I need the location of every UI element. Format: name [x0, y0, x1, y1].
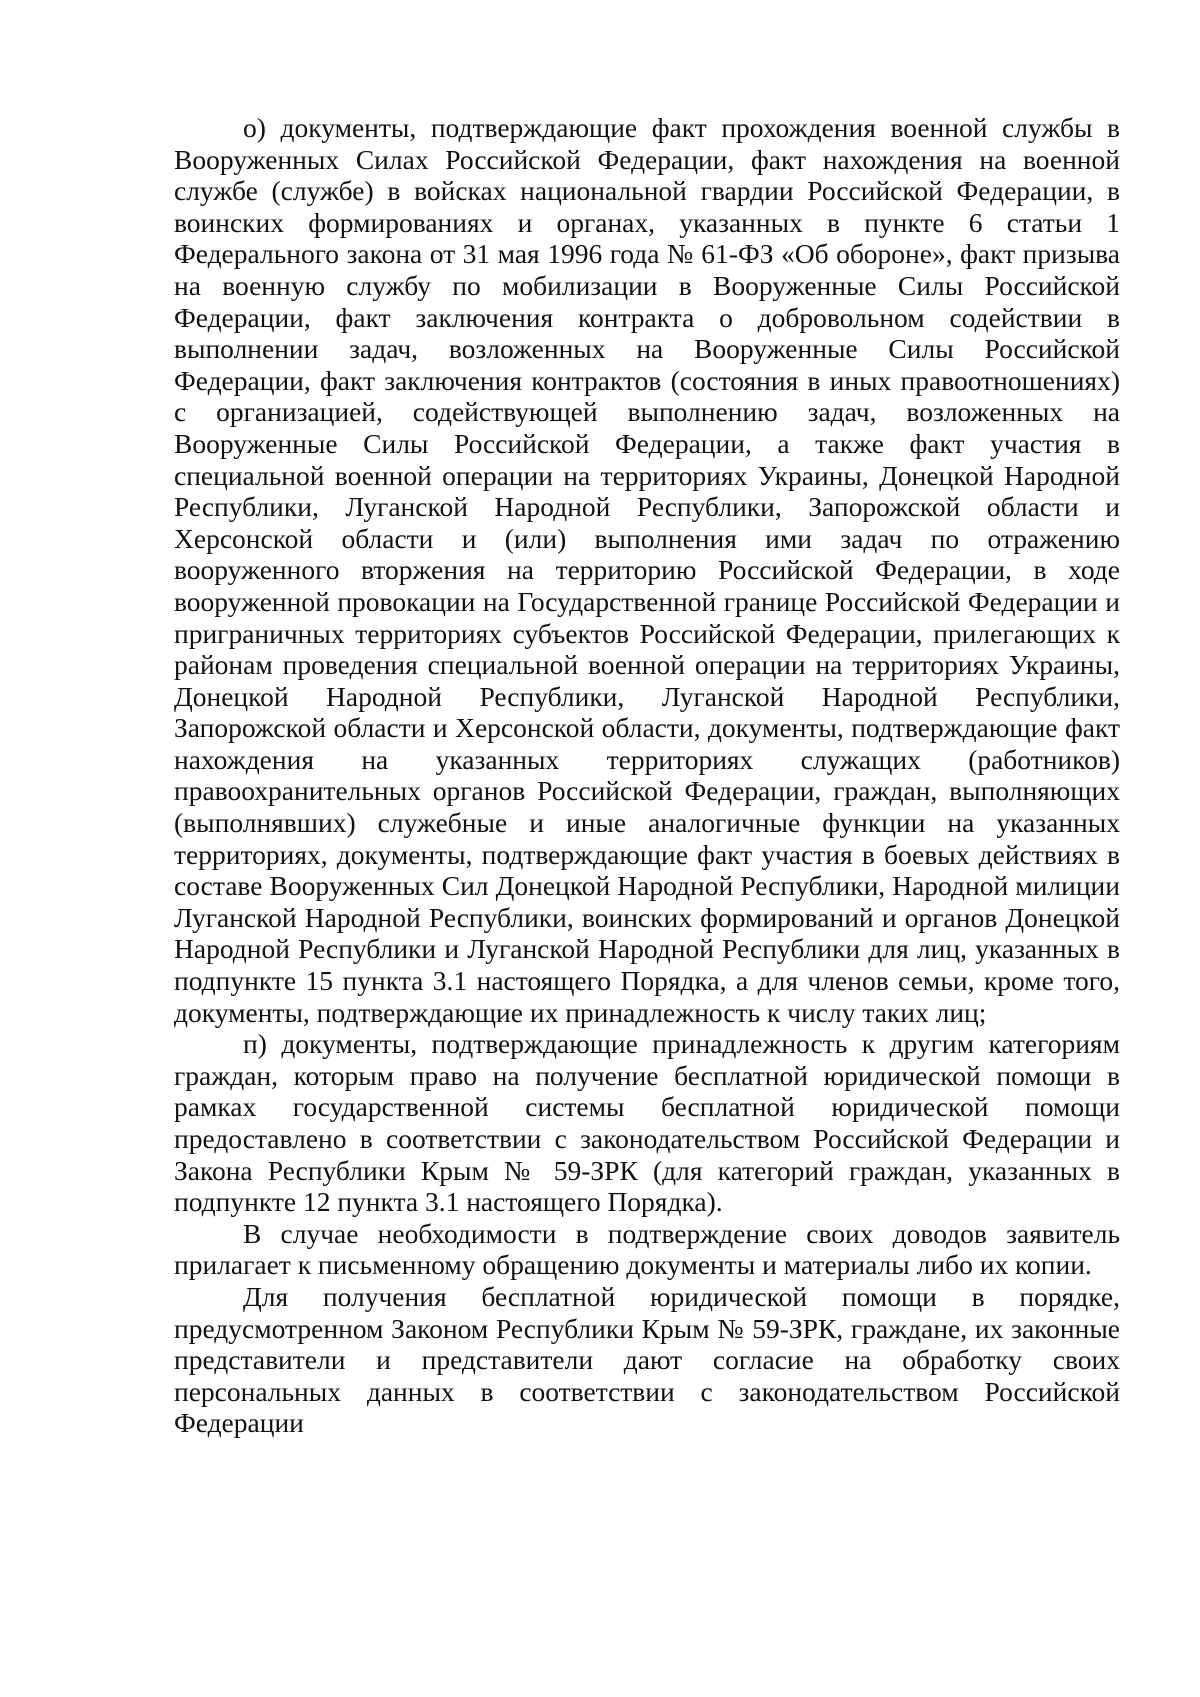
paragraph-item-p: п) документы, подтверждающие принадлежность к другим категориям граждан, которым право на получение бесплатной юридической помощи в рамках государственной системы бесплатной юридической помощи предоставлено в соответствии с законодательством Российской Федерации и Закона Республики Крым № 59-ЗРК (для категорий граждан, указанных в подпункте 12 пункта 3.1 настоящего Порядка). — [174, 1028, 1120, 1218]
document-body — [174, 112, 1120, 1439]
paragraph-item-o: о) документы, подтверждающие факт прохождения военной службы в Вооруженных Силах Российской Федерации, факт нахождения на военной службе (службе) в войсках национальной гвардии Российской Федерации, в воинских формированиях и органах, указанных в пункте 6 статьи 1 Федерального закона от 31 мая 1996 года № 61-ФЗ «Об обороне», факт призыва на военную службу по мобилизации в Вооруженные Силы Российской Федерации, факт заключения контракта о добровольном содействии в выполнении задач, возложенных на Вооруженные Силы Российской Федерации, факт заключения контрактов (состояния в иных правоотношениях) с организацией, содействующей выполнению задач, возложенных на Вооруженные Силы Российской Федерации, а также факт участия в специальной военной операции на территориях Украины, Донецкой Народной Республики, Луганской Народной Республики, Запорожской области и Херсонской области и (или) выполнения ими задач по отражению вооруженного вторжения на территорию Российской Федерации, в ходе вооруженной провокации на Государственной границе Российской Федерации и приграничных территориях субъектов Российской Федерации, прилегающих к районам проведения специальной военной операции на территориях Украины, Донецкой Народной Республики, Луганской Народной Республики, Запорожской области и Херсонской области, документы, подтверждающие факт нахождения на указанных территориях служащих (работников) правоохранительных органов Российской Федерации, граждан, выполняющих (выполнявших) служебные и иные аналогичные функции на указанных территориях, документы, подтверждающие факт участия в боевых действиях в составе Вооруженных Сил Донецкой Народной Республики, Народной милиции Луганской Народной Республики, воинских формирований и органов Донецкой Народной Республики и Луганской Народной Республики для лиц, указанных в подпункте 15 пункта 3.1 настоящего Порядка, а для членов семьи, кроме того, документы, подтверждающие их принадлежность к числу таких лиц; — [174, 112, 1120, 1028]
paragraph-necessity: В случае необходимости в подтверждение своих доводов заявитель прилагает к письменному обращению документы и материалы либо их копии. — [174, 1217, 1120, 1281]
paragraph-consent: Для получения бесплатной юридической помощи в порядке, предусмотренном Законом Республики Крым № 59-ЗРК, граждане, их законные представители и представители дают согласие на обработку своих персональных данных в соответствии с законодательством Российской Федерации — [174, 1280, 1120, 1439]
